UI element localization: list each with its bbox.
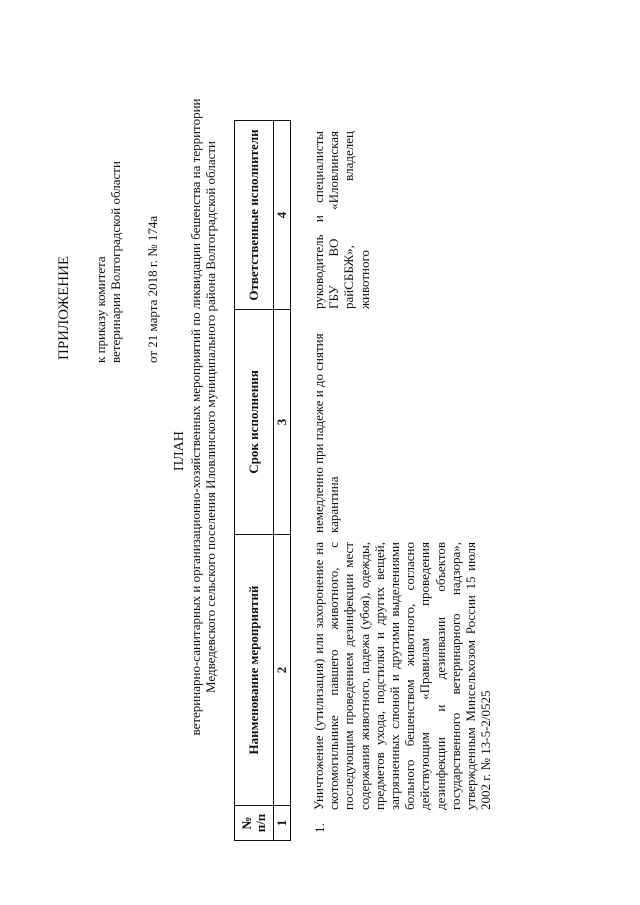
- column-number-3: 3: [274, 310, 291, 535]
- plan-table: [234, 120, 291, 841]
- table-header-row: [235, 121, 274, 841]
- plan-title: ПЛАН: [172, 431, 187, 471]
- plan-subtitle-line1: ветеринарно-санитарных и организационно-хозяйственных мероприятий по ликвидации бешенства на территории: [188, 98, 203, 736]
- header-number: № п/п: [235, 806, 274, 841]
- column-number-1: 1: [274, 806, 291, 841]
- table-column-number-row: [274, 121, 291, 841]
- row-deadline-text: немедленно при падеже и до снятия карантина: [311, 333, 342, 533]
- header-deadline: Срок исполнения: [235, 310, 274, 535]
- row-executor-text: руководитель и специалисты ГБУ ВО «Иловлинская райСББЖ», владелец животного: [311, 131, 372, 309]
- header-executor: Ответственные исполнители: [235, 121, 274, 310]
- row-action-text: Уничтожение (утилизация) или захоронение на скотомогильнике павшего животного, с последующим проведением дезинфекции мест содержания животного, падежа (убоя), одежды, предметов ухода, подстилки и других вещей, загрязненных слюной и другими выделениями больного бешенством животного, согласно действующим «Правилам проведения дезинфекции и дезинвазии объектов государственного ветеринарного надзора», утвержденным Минсельхозом России 15 июля 2002 г. № 13-5-2/0525: [311, 542, 494, 810]
- plan-subtitle-line2: Медведевского сельского поселения Иловлинского муниципального района Волгоградской области: [203, 140, 218, 694]
- appendix-order-line: к приказу комитета: [93, 256, 108, 363]
- header-action: Наименование мероприятий: [235, 535, 274, 806]
- appendix-committee-line: ветеринарии Волгоградской области: [108, 161, 123, 363]
- column-number-4: 4: [274, 121, 291, 310]
- appendix-date: от 21 марта 2018 г. № 174а: [145, 215, 160, 363]
- column-number-2: 2: [274, 535, 291, 806]
- row-number: 1.: [312, 823, 327, 833]
- appendix-title: ПРИЛОЖЕНИЕ: [56, 255, 72, 360]
